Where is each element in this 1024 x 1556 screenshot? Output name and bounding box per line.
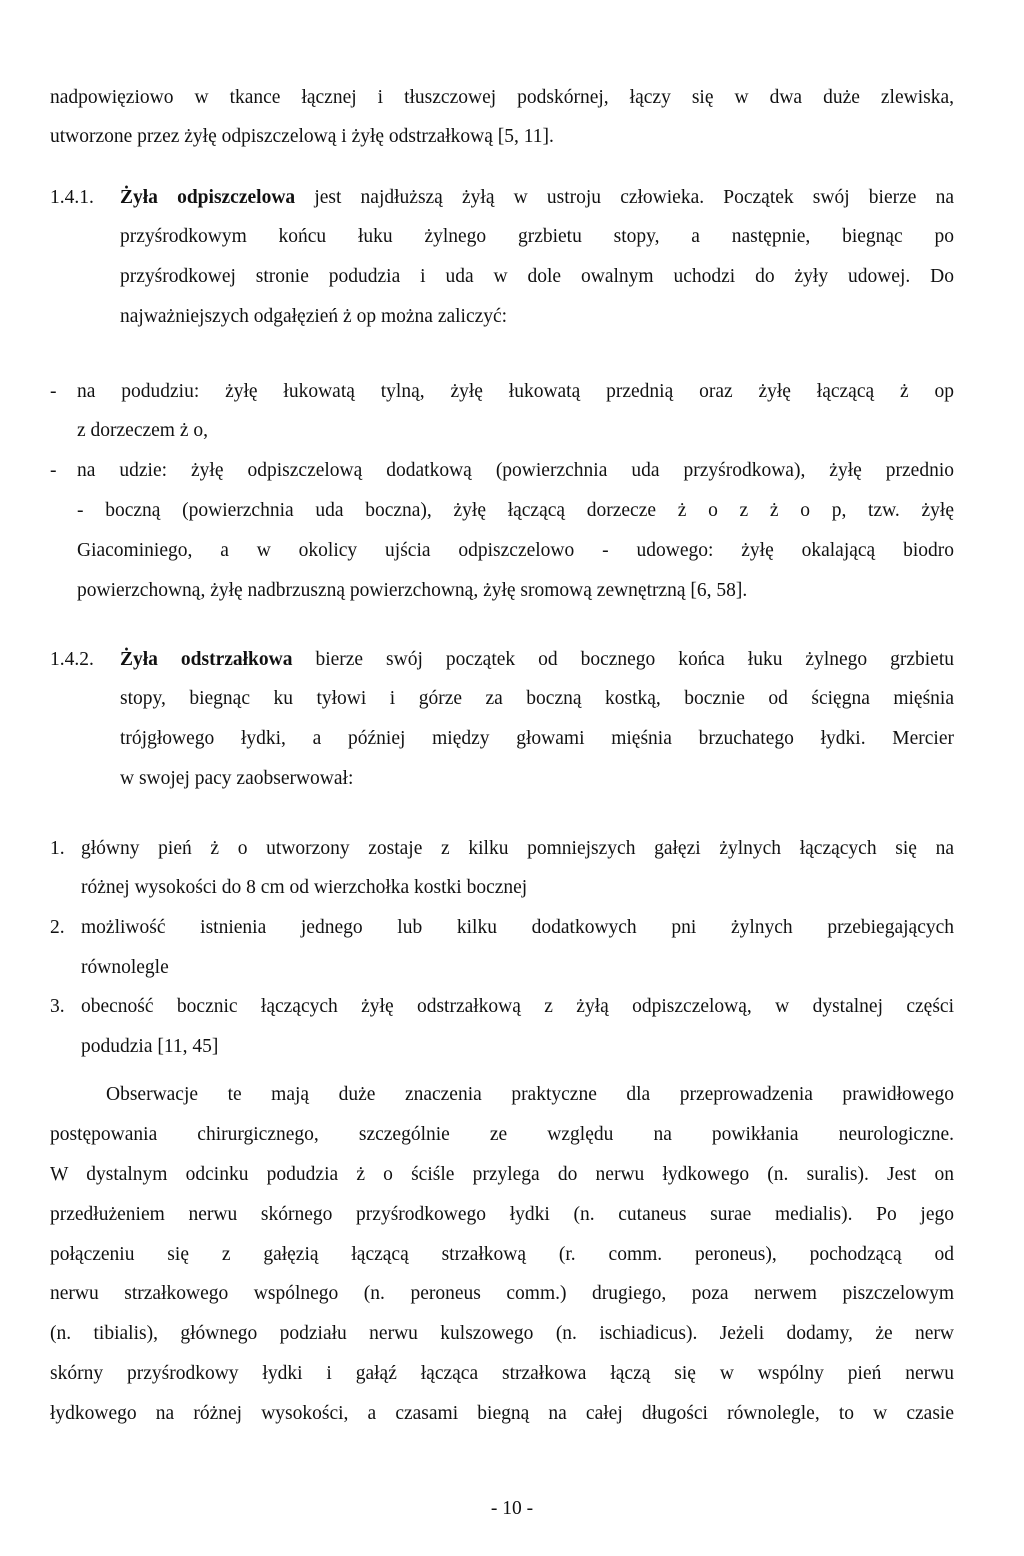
closing-line-4: przedłużeniem nerwu skórnego przyśrodkowego łydki (n. cutaneus surae medialis). Po jego [50, 1204, 954, 1225]
page-number: - 10 - [490, 1498, 534, 1519]
section-141-line-2: przyśrodkowym końcu łuku żylnego grzbietu stopy, a następnie, biegnąc po [120, 226, 954, 247]
bullet-2-dash: - [50, 460, 57, 481]
list-item-1-line-2: różnej wysokości do 8 cm od wierzchołka kostki bocznej [81, 877, 528, 898]
closing-line-1: Obserwacje te mają duże znaczenia praktyczne dla przeprowadzenia prawidłowego [106, 1084, 954, 1105]
section-142-first-line [120, 650, 954, 670]
bullet-2-line-4: powierzchowną, żyłę nadbrzuszną powierzchowną, żyłę sromową zewnętrzną [6, 58]. [77, 580, 748, 601]
intro-line-1: nadpowięziowo w tkance łącznej i tłuszczowej podskórnej, łączy się w dwa duże zlewiska, [50, 87, 954, 108]
bullet-1-line-1: na podudziu: żyłę łukowatą tylną, żyłę łukowatą przednią oraz żyłę łączącą ż op [77, 381, 954, 402]
bullet-1-dash: - [50, 381, 57, 402]
bullet-2-line-3: Giacominiego, a w okolicy ujścia odpiszczelowo - udowego: żyłę okalającą biodro [77, 540, 954, 561]
closing-line-8: skórny przyśrodkowy łydki i gałąź łącząca strzałkowa łączą się w wspólny pień nerwu [50, 1363, 954, 1384]
list-item-2-number: 2. [50, 917, 65, 938]
list-item-1-line-1: główny pień ż o utworzony zostaje z kilku pomniejszych gałęzi żylnych łączących się na [81, 838, 954, 859]
list-item-3-line-2: podudzia [11, 45] [81, 1036, 219, 1057]
section-142-first-rest: bierze swój początek od bocznego końca łuku żylnego grzbietu [315, 649, 954, 670]
section-142-number: 1.4.2. [50, 649, 94, 670]
bullet-2-line-2: - boczną (powierzchnia uda boczna), żyłę łączącą dorzecze ż o z ż o p, tzw. żyłę [77, 500, 954, 521]
closing-line-2: postępowania chirurgicznego, szczególnie ze względu na powikłania neurologiczne. [50, 1124, 954, 1145]
bullet-2-line-1: na udzie: żyłę odpiszczelową dodatkową (powierzchnia uda przyśrodkowa), żyłę przednio [77, 460, 954, 481]
list-item-1-number: 1. [50, 838, 65, 859]
closing-line-3: W dystalnym odcinku podudzia ż o ściśle przylega do nerwu łydkowego (n. suralis). Jest on [50, 1164, 954, 1185]
section-142-heading: Żyła odstrzałkowa [120, 649, 293, 670]
section-142-line-3: trójgłowego łydki, a później między głowami mięśnia brzuchatego łydki. Mercier [120, 728, 954, 749]
list-item-2-line-2: równolegle [81, 957, 169, 978]
list-item-3-number: 3. [50, 996, 65, 1017]
bullet-1-line-2: z dorzeczem ż o, [77, 420, 208, 441]
closing-line-9: łydkowego na różnej wysokości, a czasami biegną na całej długości równolegle, to w czasie [50, 1403, 954, 1424]
section-141-number: 1.4.1. [50, 187, 94, 208]
section-141-heading: Żyła odpiszczelowa [120, 187, 296, 208]
section-142-line-4: w swojej pacy zaobserwował: [120, 768, 354, 789]
section-141-line-3: przyśrodkowej stronie podudzia i uda w dole owalnym uchodzi do żyły udowej. Do [120, 266, 954, 287]
closing-line-6: nerwu strzałkowego wspólnego (n. peroneus comm.) drugiego, poza nerwem piszczelowym [50, 1283, 954, 1304]
section-141-line-4: najważniejszych odgałęzień ż op można zaliczyć: [120, 306, 508, 327]
closing-line-5: połączeniu się z gałęzią łączącą strzałkową (r. comm. peroneus), pochodzącą od [50, 1244, 954, 1265]
section-141-first-line [120, 188, 954, 208]
closing-line-7: (n. tibialis), głównego podziału nerwu kulszowego (n. ischiadicus). Jeżeli dodamy, że nerw [50, 1323, 954, 1344]
list-item-2-line-1: możliwość istnienia jednego lub kilku dodatkowych pni żylnych przebiegających [81, 917, 954, 938]
section-142-line-2: stopy, biegnąc ku tyłowi i górze za boczną kostką, bocznie od ścięgna mięśnia [120, 688, 954, 709]
section-141-first-rest: jest najdłuższą żyłą w ustroju człowieka. Początek swój bierze na [314, 187, 954, 208]
intro-line-2: utworzone przez żyłę odpiszczelową i żyłę odstrzałkową [5, 11]. [50, 126, 554, 147]
list-item-3-line-1: obecność bocznic łączących żyłę odstrzałkową z żyłą odpiszczelową, w dystalnej części [81, 996, 954, 1017]
